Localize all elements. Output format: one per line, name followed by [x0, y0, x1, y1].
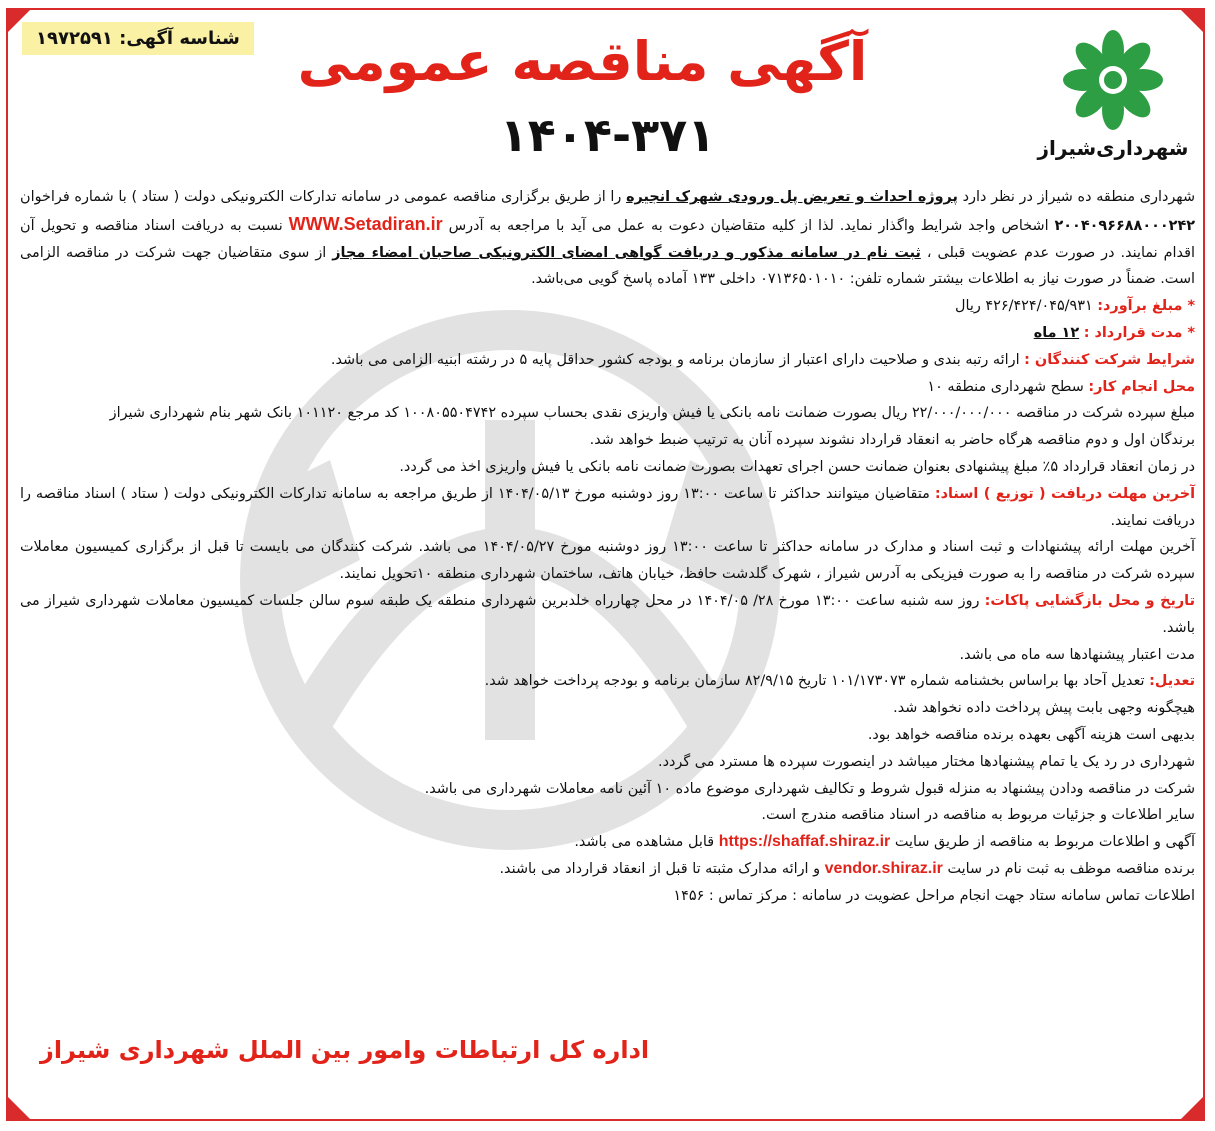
setadiran-link[interactable]: WWW.Setadiran.ir: [288, 213, 443, 234]
logo-label: شهرداری‌شیراز: [1037, 136, 1189, 160]
notice-title: آگهی مناقصه عمومی: [297, 30, 868, 93]
notice-number: ۱۴۰۴-۳۷۱: [499, 108, 716, 162]
site-text-2: قابل مشاهده می باشد.: [574, 834, 715, 851]
shiraz-flower-logo-icon: [1061, 28, 1165, 132]
municipality-logo: [1033, 22, 1193, 182]
intro-text-2: را از طریق برگزاری مناقصه عمومی در سامانه تدارکات الکترونیکی دولت ( ستاد ) با شماره فراخوان: [20, 189, 622, 205]
ad-id-badge: شناسه آگهی: ۱۹۷۲۵۹۱: [22, 22, 254, 55]
adjustment-row: [20, 668, 1195, 695]
vendor-row: [20, 856, 1195, 883]
conditions-row: [20, 347, 1195, 374]
opening-row: [20, 588, 1195, 642]
call-number: ۲۰۰۴۰۹۶۶۸۸۰۰۰۲۴۲: [1054, 217, 1196, 234]
estimate-label: * مبلغ برآورد:: [1097, 298, 1195, 315]
vendor-text-2: و ارائه مدارک مثبته تا قبل از انعقاد قرارداد می باشند.: [499, 860, 821, 877]
site-row: [20, 829, 1195, 856]
opening-text: روز سه شنبه ساعت ۱۳:۰۰ مورخ ۲۸/ ۱۴۰۴/۰۵ در محل چهارراه خلدبرین شهرداری منطقه یک طبقه سوم سالن جلسات کمیسیون معاملات شهرداری شیراز می باشد.: [20, 592, 1195, 636]
opening-label: تاریخ و محل بازگشایی پاکات:: [984, 592, 1195, 609]
vendor-link[interactable]: vendor.shiraz.ir: [824, 859, 943, 877]
duration-row: [20, 320, 1195, 347]
duration-label: * مدت قرارداد :: [1083, 324, 1195, 341]
note-line: هیچگونه وجهی بابت پیش پرداخت داده نخواهد شد.: [893, 700, 1195, 717]
estimate-row: [20, 293, 1195, 320]
contact-row: اطلاعات تماس سامانه ستاد جهت انجام مراحل عضویت در سامانه : مرکز تماس : ۱۴۵۶: [673, 887, 1195, 904]
adjustment-text: تعدیل آحاد بها براساس بخشنامه شماره ۱۰۱/۱۷۳۰۷۳ تاریخ ۸۲/۹/۱۵ سازمان برنامه و بودجه پرداخت خواهد شد.: [484, 673, 1145, 690]
footer-signature: اداره کل ارتباطات وامور بین الملل شهرداری شیراز: [40, 1036, 650, 1064]
location-text: سطح شهرداری منطقه ۱۰: [927, 378, 1084, 395]
notice-body: [20, 184, 1195, 910]
note-line: شهرداری در رد یک یا تمام پیشنهادها مختار میباشد در اینصورت سپرده ها مسترد می گردد.: [658, 753, 1195, 770]
intro-paragraph: [20, 184, 1195, 293]
shaffaf-link[interactable]: https://shaffaf.shiraz.ir: [718, 833, 891, 851]
estimate-value: ۴۲۶/۴۲۴/۰۴۵/۹۳۱ ریال: [955, 298, 1093, 315]
vendor-text-1: برنده مناقصه موظف به ثبت نام در سایت: [947, 860, 1195, 877]
guarantee-row: در زمان انعقاد قرارداد ۵٪ مبلغ پیشنهادی بعنوان ضمانت حسن اجرای تعهدات بصورت ضمانت نامه بانکی یا فیش واریزی اخذ می گردد.: [399, 458, 1195, 475]
intro-text-1: شهرداری منطقه ده شیراز در نظر دارد: [962, 189, 1195, 205]
duration-value: ۱۲ ماه: [1033, 324, 1080, 341]
conditions-text: ارائه رتبه بندی و صلاحیت دارای اعتبار از سازمان برنامه و بودجه کشور حداقل پایه ۵ در رشته ابنیه الزامی می باشد.: [330, 351, 1020, 368]
location-label: محل انجام کار:: [1088, 378, 1195, 395]
project-name: پروژه احداث و تعریض پل ورودی شهرک انجیره: [626, 189, 958, 205]
note-line: بدیهی است هزینه آگهی بعهده برنده مناقصه خواهد بود.: [867, 726, 1195, 743]
corner-triangle-bottom-left: [8, 1097, 30, 1119]
deadline-label: آخرین مهلت دریافت ( توزیع ) اسناد:: [934, 485, 1196, 502]
note-line: سایر اطلاعات و جزئیات مربوط به مناقصه در اسناد مناقصه مندرج است.: [761, 807, 1195, 824]
validity-row: مدت اعتبار پیشنهادها سه ماه می باشد.: [959, 646, 1195, 663]
submission-row: آخرین مهلت ارائه پیشنهادات و ثبت اسناد و مدارک در سامانه حداکثر تا ساعت ۱۳:۰۰ روز دوشنبه مورخ ۱۴۰۴/۰۵/۲۷ می باشد. شرکت کنندگان می بایست تا قبل از برگزاری کمیسیون معاملات سپرده شرکت در مناقصه را به صورت فیزیکی به آدرس شیراز ، شهرک گلدشت حافظ، خیابان هاتف، ساختمان شهرداری منطقه ۱۰تحویل نمایند.: [20, 539, 1196, 583]
intro-text-3: اشخاص واجد شرایط واگذار نماید. لذا از کلیه متقاضیان دعوت به عمل می آید با مراجعه به آدرس: [448, 217, 1049, 234]
deadline-text: متقاضیان میتوانند حداکثر تا ساعت ۱۳:۰۰ روز دوشنبه مورخ ۱۴۰۴/۰۵/۱۳ از طریق مراجعه به سامانه تدارکات الکترونیکی دولت ( ستاد ) اسناد مناقصه را دریافت نمایند.: [20, 485, 1195, 529]
conditions-label: شرایط شرکت کنندگان :: [1024, 351, 1195, 368]
registration-requirement: ثبت نام در سامانه مذکور و دریافت گواهی امضای الکترونیکی صاحبان امضاء مجاز: [332, 244, 921, 261]
deposit-row: مبلغ سپرده شرکت در مناقصه ۲۲/۰۰۰/۰۰۰/۰۰۰ ریال بصورت ضمانت نامه بانکی یا فیش واریزی نقدی بحساب سپرده ۱۰۰۸۰۵۵۰۴۷۴۲ کد مرجع ۱۰۱۱۲۰ بانک شهر بنام شهرداری شیراز: [109, 405, 1195, 422]
intro-text-4: نسبت به دریافت اسناد مناقصه و تحویل آن اقدام نمایند. در صورت عدم عضویت قبلی ،: [20, 217, 1195, 261]
winners-row: برندگان اول و دوم مناقصه هرگاه حاضر به انعقاد قرارداد نشوند سپرده آنان به ترتیب ضبط خواهد شد.: [589, 432, 1195, 449]
note-line: شرکت در مناقصه ودادن پیشنهاد به منزله قبول شروط و تکالیف شهرداری موضوع ماده ۱۰ آئین نامه معاملات شهرداری می باشد.: [424, 780, 1195, 797]
intro-text-5: از سوی متقاضیان جهت شرکت در مناقصه الزامی است. ضمناً در صورت نیاز به اطلاعات بیشتر شماره تلفن: ۰۷۱۳۶۵۰۱۰۱۰ داخلی ۱۳۳ آماده پاسخ گویی می‌باشد.: [20, 244, 1195, 288]
deadline-row: [20, 481, 1195, 535]
location-row: [20, 374, 1195, 401]
site-text-1: آگهی و اطلاعات مربوط به مناقصه از طریق سایت: [894, 834, 1195, 851]
corner-triangle-bottom-right: [1181, 1097, 1203, 1119]
adjustment-label: تعدیل:: [1149, 673, 1195, 690]
